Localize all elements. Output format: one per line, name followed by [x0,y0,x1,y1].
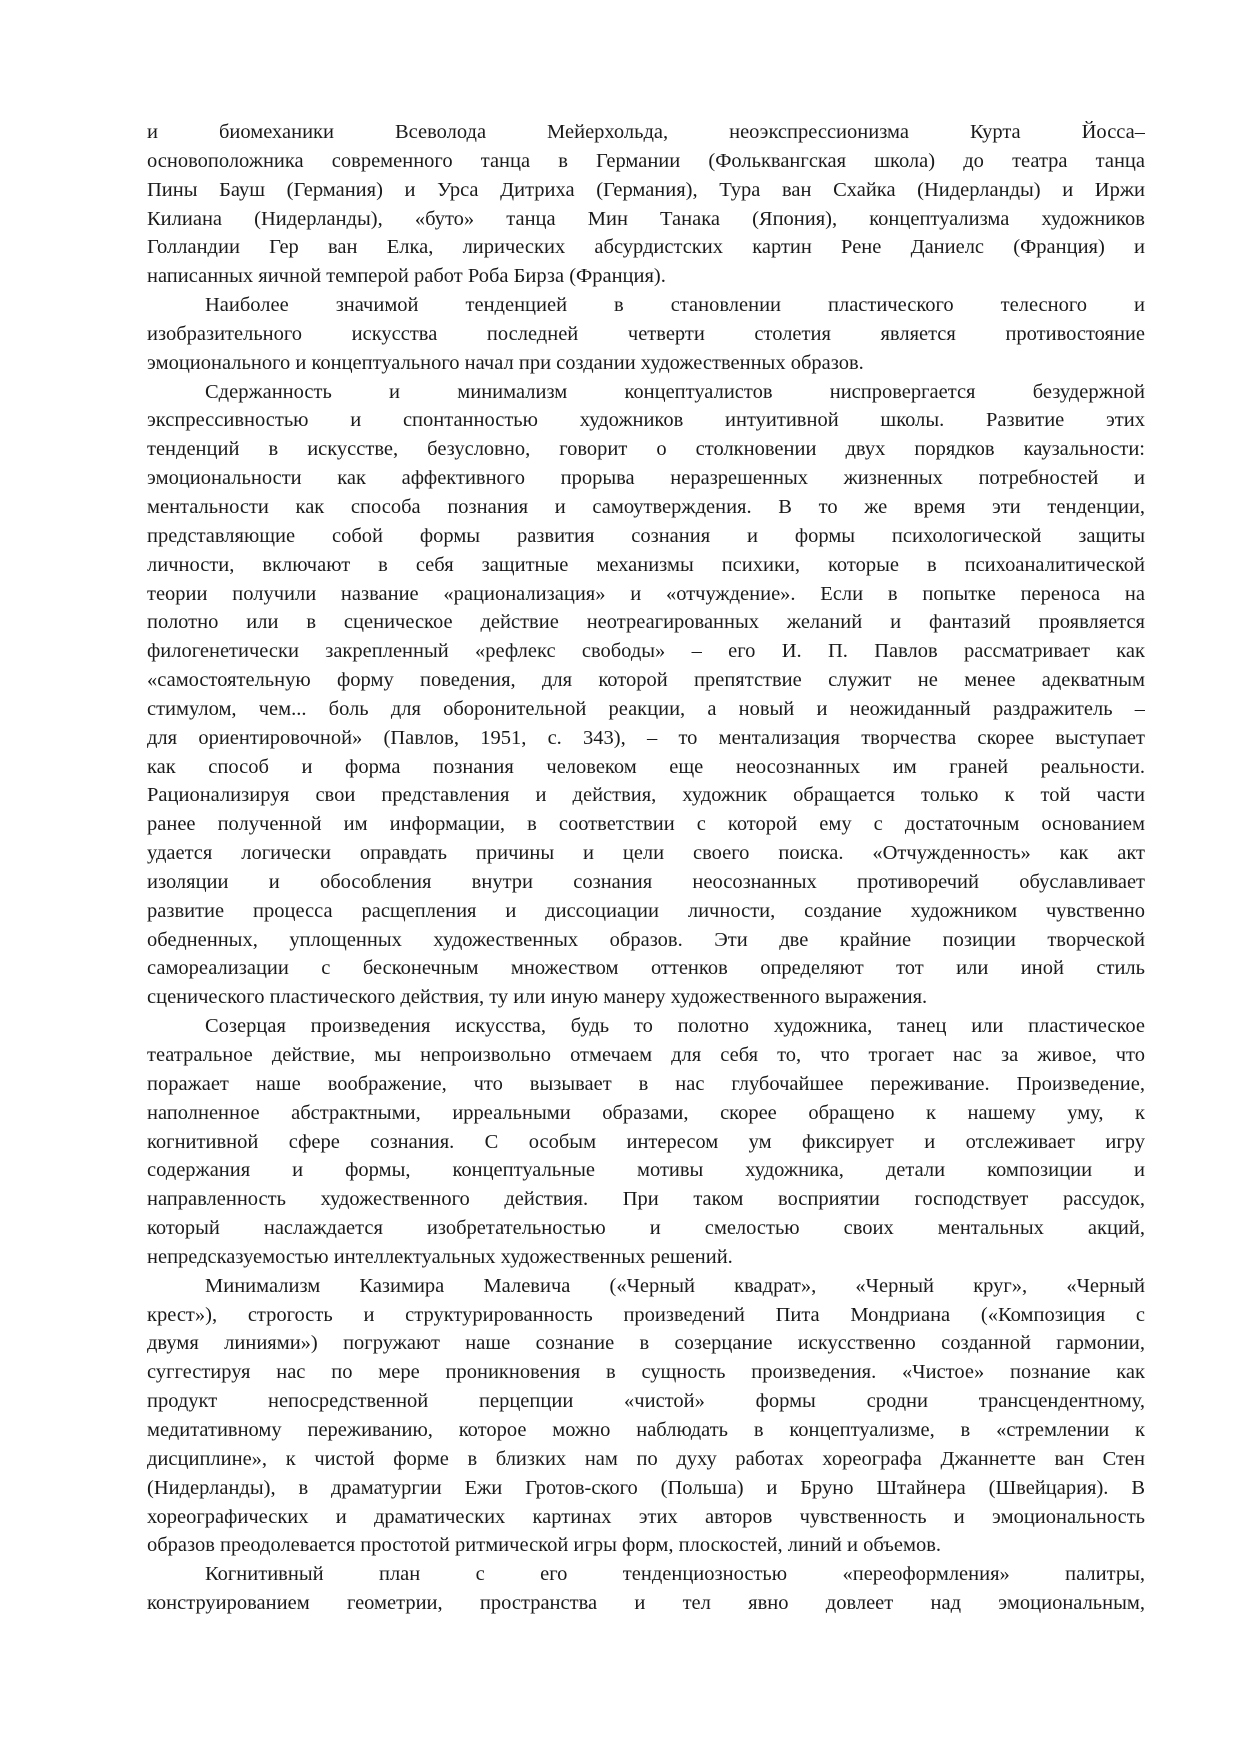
text-line: обедненных, уплощенных художественных образов. Эти две крайние позиции творческой [147,928,1145,951]
text-line: ранее полученной им информации, в соответствии с которой ему с достаточным основанием [147,813,1145,836]
paragraph [147,1012,1145,1272]
text-line: личности, включают в себя защитные механизмы психики, которые в психоаналитической [147,553,1145,576]
text-line: который наслаждается изобретательностью и смелостью своих ментальных акций, [147,1217,1145,1240]
text-line: наполненное абстрактными, ирреальными образами, скорее обращено к нашему уму, к [147,1101,1145,1124]
text-line: непредсказуемостью интеллектуальных художественных решений. [147,1245,733,1268]
text-line: «самостоятельную форму поведения, для которой препятствие служит не менее адекватным [147,669,1145,692]
text-line: (Нидерланды), в драматургии Ежи Гротов-ского (Польша) и Бруно Штайнера (Швейцария). В [147,1476,1145,1499]
text-line: конструированием геометрии, пространства и тел явно довлеет над эмоциональным, [147,1592,1145,1615]
text-line: Пины Бауш (Германия) и Урса Дитриха (Германия), Тура ван Схайка (Нидерланды) и Иржи [147,178,1145,201]
text-line: Минимализм Казимира Малевича («Черный квадрат», «Черный круг», «Черный [205,1274,1145,1297]
text-line: Рационализируя свои представления и действия, художник обращается только к той части [147,784,1145,807]
text-line: развитие процесса расщепления и диссоциации личности, создание художником чувственно [147,899,1145,922]
text-line: Голландии Гер ван Елка, лирических абсурдистских картин Рене Даниелс (Франция) и [147,236,1145,259]
text-line: театральное действие, мы непроизвольно отмечаем для себя то, что трогает нас за живое, что [147,1044,1145,1066]
text-line: Когнитивный план с его тенденциозностью «переоформления» палитры, [205,1563,1145,1586]
text-line: Созерцая произведения искусства, будь то полотно художника, танец или пластическое [205,1015,1145,1038]
text-line: дисциплине», к чистой форме в близких нам по духу работах хореографа Джаннетте ван Стен [147,1447,1145,1470]
text-line: содержания и формы, концептуальные мотивы художника, детали композиции и [147,1159,1145,1182]
text-line: Наиболее значимой тенденцией в становлении пластического телесного и [205,294,1145,317]
text-line: удается логически оправдать причины и цели своего поиска. «Отчужденность» как акт [147,842,1145,865]
text-line: поражает наше воображение, что вызывает в нас глубочайшее переживание. Произведение, [147,1072,1145,1095]
paragraph [147,291,1145,378]
text-line: сценического пластического действия, ту или иную манеру художественного выражения. [147,986,928,1009]
paragraph [147,1560,1145,1618]
text-line: крест»), строгость и структурированность произведений Пита Мондриана («Композиция с [147,1303,1145,1326]
text-line: Сдержанность и минимализм концептуалистов ниспровергается безудержной [205,380,1145,403]
text-line: Килиана (Нидерланды), «буто» танца Мин Танака (Япония), концептуализма художников [147,207,1145,230]
text-line: теории получили название «рационализация» и «отчуждение». Если в попытке переноса на [147,582,1145,605]
text-line: направленность художественного действия. При таком восприятии господствует рассудок, [147,1188,1145,1211]
text-line: суггестируя нас по мере проникновения в сущность произведения. «Чистое» познание как [147,1361,1145,1384]
text-line: хореографических и драматических картинах этих авторов чувственность и эмоциональность [147,1505,1145,1528]
text-line: тенденций в искусстве, безусловно, говорит о столкновении двух порядков каузальности: [147,438,1145,461]
text-line: представляющие собой формы развития сознания и формы психологической защиты [147,524,1145,547]
text-line: основоположника современного танца в Германии (Фольквангская школа) до театра танца [147,149,1145,172]
text-line: как способ и форма познания человеком еще неосознанных им граней реальности. [147,755,1145,778]
text-line: двумя линиями») погружают наше сознание в созерцание искусственно созданной гармонии, [147,1332,1145,1355]
text-line: медитативному переживанию, которое можно наблюдать в концептуализме, в «стремлении к [147,1418,1145,1441]
document-page [147,118,1145,1618]
text-line: эмоционального и концептуального начал при создании художественных образов. [147,351,864,374]
text-line: изоляции и обособления внутри сознания неосознанных противоречий обуславливает [147,870,1145,893]
paragraph [147,378,1145,1013]
text-line: самореализации с бесконечным множеством оттенков определяют тот или иной стиль [147,957,1145,980]
text-line: полотно или в сценическое действие неотреагированных желаний и фантазий проявляется [147,611,1145,634]
text-line: филогенетически закрепленный «рефлекс свободы» – его И. П. Павлов рассматривает как [147,640,1145,663]
text-line: ментальности как способа познания и самоутверждения. В то же время эти тенденции, [147,495,1145,518]
paragraph [147,118,1145,291]
text-line: образов преодолевается простотой ритмической игры форм, плоскостей, линий и объемов. [147,1534,942,1557]
text-line: и биомеханики Всеволода Мейерхольда, неоэкспрессионизма Курта Йосса– [147,121,1145,143]
text-line: стимулом, чем... боль для оборонительной реакции, а новый и неожиданный раздражитель – [147,697,1145,720]
text-line: эмоциональности как аффективного прорыва неразрешенных жизненных потребностей и [147,467,1145,490]
text-line: экспрессивностью и спонтанностью художников интуитивной школы. Развитие этих [147,409,1145,432]
text-line: для ориентировочной» (Павлов, 1951, с. 343), – то ментализация творчества скорее выступает [147,726,1145,749]
text-line: продукт непосредственной перцепции «чистой» формы сродни трансцендентному, [147,1390,1145,1413]
text-line: изобразительного искусства последней четверти столетия является противостояние [147,322,1145,345]
text-line: когнитивной сфере сознания. С особым интересом ум фиксирует и отслеживает игру [147,1130,1145,1153]
text-line: написанных яичной темперой работ Роба Бирза (Франция). [147,265,666,288]
paragraph [147,1272,1145,1560]
